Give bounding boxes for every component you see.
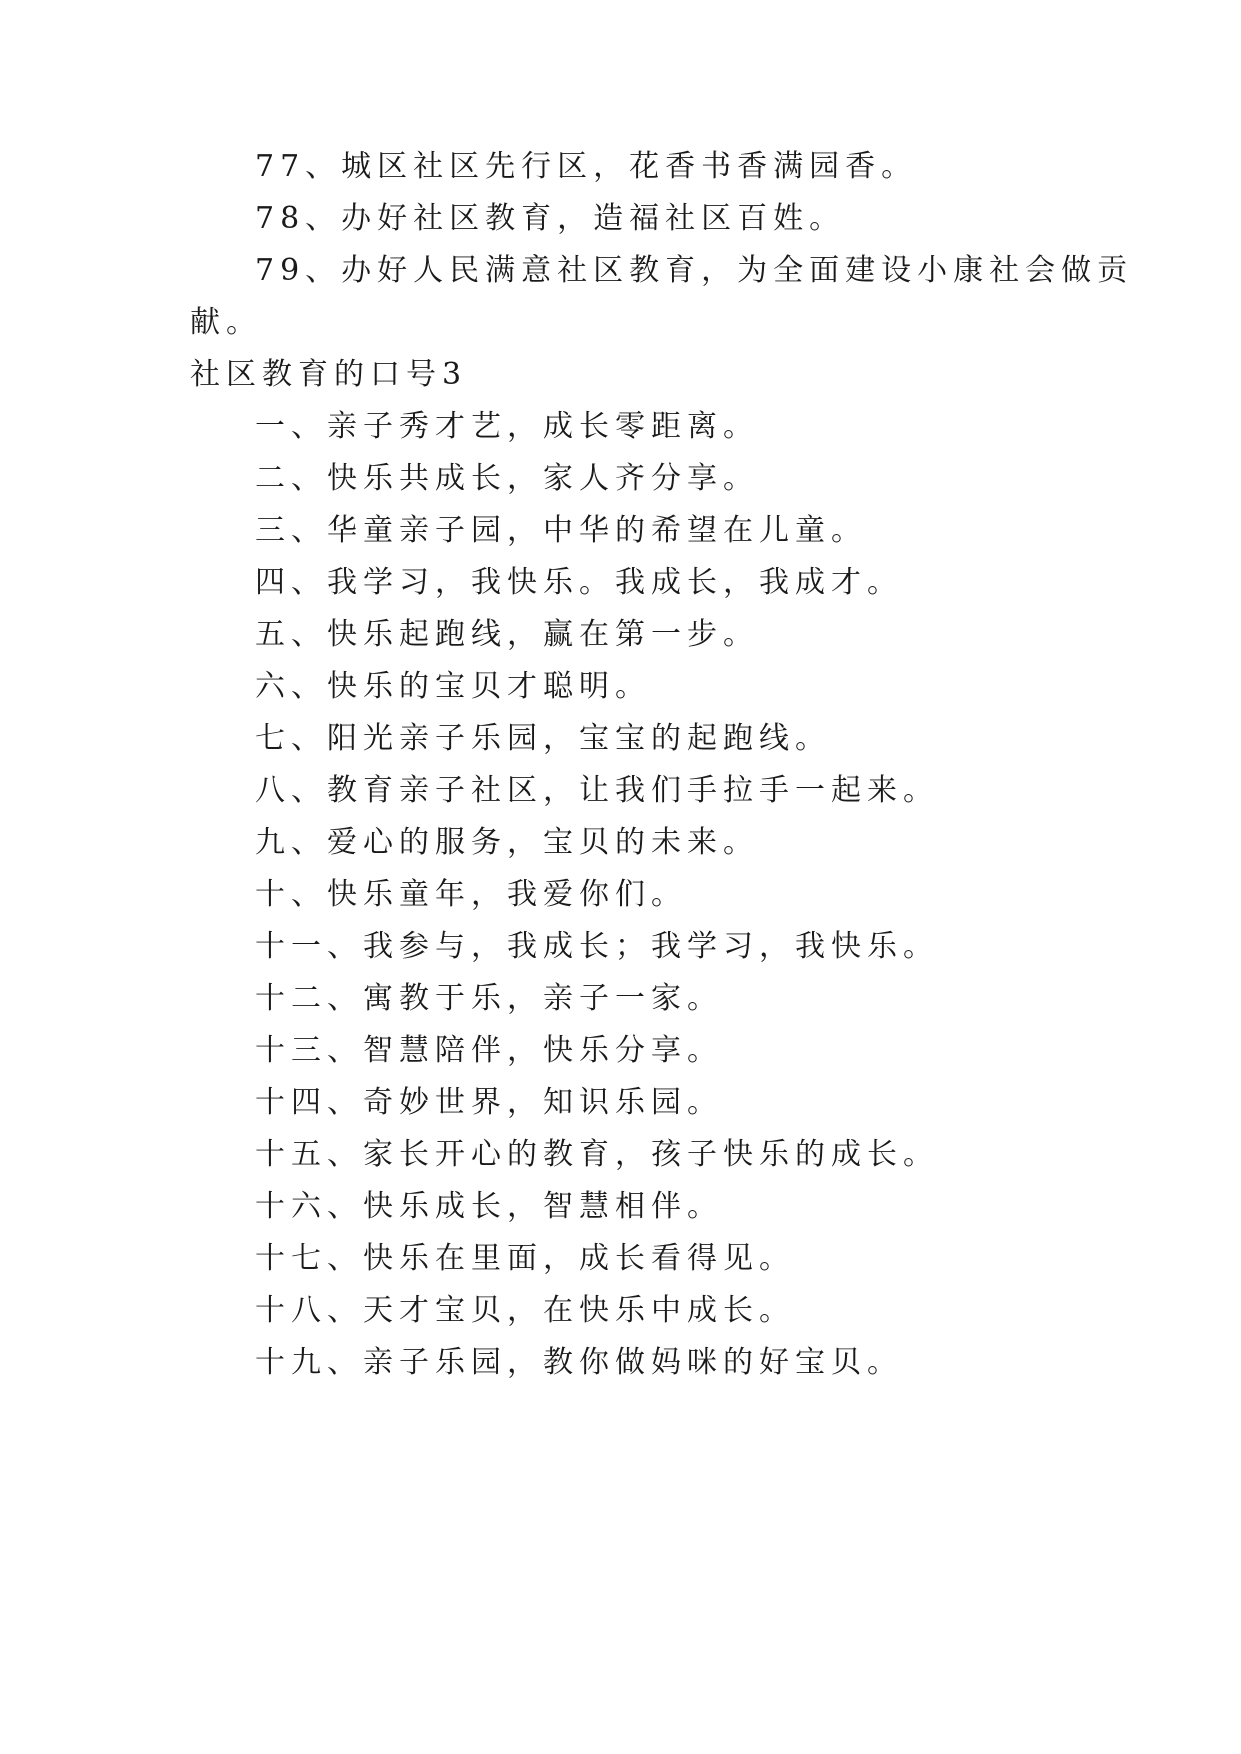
slogan-item-9: 九、爱心的服务，宝贝的未来。 xyxy=(255,825,759,860)
slogan-item-17: 十七、快乐在里面，成长看得见。 xyxy=(255,1241,795,1276)
slogan-item-19: 十九、亲子乐园，教你做妈咪的好宝贝。 xyxy=(255,1345,903,1380)
slogan-item-12: 十二、寓教于乐，亲子一家。 xyxy=(255,981,723,1016)
slogan-item-4: 四、我学习，我快乐。我成长，我成才。 xyxy=(255,565,903,600)
slogan-78: 78、办好社区教育，造福社区百姓。 xyxy=(255,201,846,236)
slogan-item-1: 一、亲子秀才艺，成长零距离。 xyxy=(255,409,759,444)
slogan-item-2: 二、快乐共成长，家人齐分享。 xyxy=(255,461,759,496)
slogan-item-5: 五、快乐起跑线，赢在第一步。 xyxy=(255,617,759,652)
slogan-item-11: 十一、我参与，我成长；我学习，我快乐。 xyxy=(255,929,939,964)
slogan-item-15: 十五、家长开心的教育，孩子快乐的成长。 xyxy=(255,1137,939,1172)
slogan-item-10: 十、快乐童年，我爱你们。 xyxy=(255,877,687,912)
slogan-item-8: 八、教育亲子社区，让我们手拉手一起来。 xyxy=(255,773,939,808)
slogan-item-14: 十四、奇妙世界，知识乐园。 xyxy=(255,1085,723,1120)
slogan-79-continuation: 献。 xyxy=(190,305,262,340)
slogan-item-7: 七、阳光亲子乐园，宝宝的起跑线。 xyxy=(255,721,831,756)
section-heading: 社区教育的口号3 xyxy=(190,357,468,392)
slogan-item-16: 十六、快乐成长，智慧相伴。 xyxy=(255,1189,723,1224)
slogan-item-13: 十三、智慧陪伴，快乐分享。 xyxy=(255,1033,723,1068)
slogan-item-18: 十八、天才宝贝，在快乐中成长。 xyxy=(255,1293,795,1328)
slogan-item-3: 三、华童亲子园，中华的希望在儿童。 xyxy=(255,513,867,548)
slogan-item-6: 六、快乐的宝贝才聪明。 xyxy=(255,669,651,704)
slogan-77: 77、城区社区先行区，花香书香满园香。 xyxy=(255,149,918,184)
slogan-79: 79、办好人民满意社区教育，为全面建设小康社会做贡 xyxy=(255,253,1134,288)
